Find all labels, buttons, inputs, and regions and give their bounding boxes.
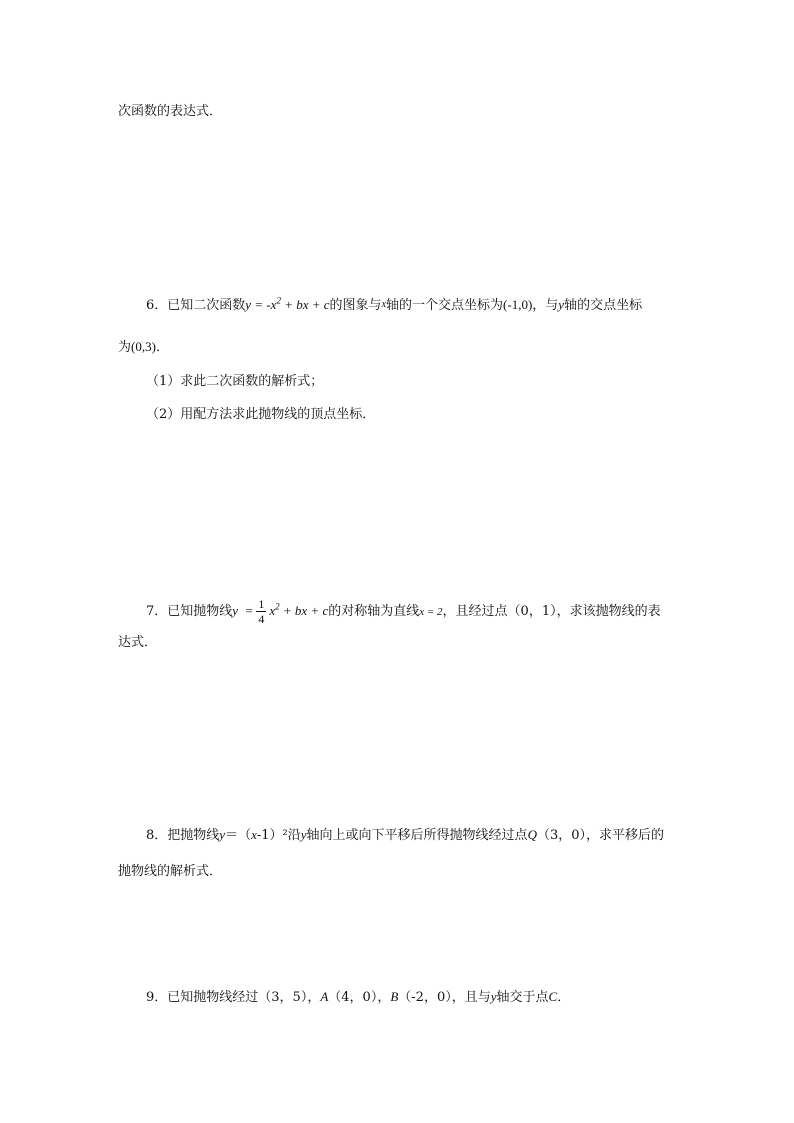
q7-frac-num: 1 <box>258 597 265 611</box>
q8-prefix: 把抛物线 <box>167 828 220 843</box>
q6-sub1-text: （1）求此二次函数的解析式； <box>146 374 324 389</box>
q7-prefix: 已知抛物线 <box>167 604 233 619</box>
q8-line2-text: 抛物线的解析式． <box>118 864 223 879</box>
q6-mid1: 的图象与 <box>329 298 382 313</box>
q7-line-1 <box>146 597 661 626</box>
q9-a: A <box>320 989 329 1004</box>
q8-number: 8． <box>146 828 168 843</box>
q6-y-axis: y <box>558 297 565 312</box>
q7-y-eq: y = <box>232 603 254 618</box>
q8-x-minus: -1）²沿 <box>256 828 301 843</box>
q6-point1: (-1,0) <box>503 297 533 312</box>
q6-line-1 <box>146 296 642 315</box>
q8-x-expr: x <box>251 827 257 842</box>
q6-mid4: 轴的交点坐标 <box>564 298 643 313</box>
q8-q: Q <box>527 827 537 842</box>
q8-eq: ＝（ <box>225 828 252 843</box>
q9-end: ． <box>557 990 571 1005</box>
q6-mid2: 轴的一个交点坐标为 <box>386 298 504 313</box>
q7-line-2 <box>118 634 157 652</box>
q6-point2: (0,3) <box>131 339 156 354</box>
q8-line-1 <box>146 826 664 845</box>
q6-sub2-text: （2）用配方法求此抛物线的顶点坐标． <box>146 407 376 422</box>
q9-a-coords: （4，0）， <box>328 990 391 1005</box>
intro-text: 次函数的表达式． <box>118 104 223 119</box>
q9-line-1 <box>146 988 570 1007</box>
q6-x-axis: x <box>381 299 387 310</box>
q6-line2-suffix: ． <box>155 340 169 355</box>
q7-rest: $x^2$ + bx + c <box>269 601 329 618</box>
q6-line-2 <box>118 338 169 357</box>
q7-line2-text: 达式． <box>118 635 158 650</box>
q6-number: 6． <box>146 298 168 313</box>
q8-mid: 轴向上或向下平移后所得抛物线经过点 <box>306 828 528 843</box>
q8-line-2 <box>118 863 222 881</box>
q7-mid1: 的对称轴为直线 <box>328 604 420 619</box>
q7-number: 7． <box>146 604 168 619</box>
q6-line2-prefix: 为 <box>118 340 132 355</box>
q6-sub2 <box>146 406 375 424</box>
q9-mid: 轴交于点 <box>496 990 549 1005</box>
q9-b: B <box>390 989 399 1004</box>
q7-mid2: ，且经过点（0，1），求该抛物线的表 <box>442 604 661 619</box>
q9-b-coords: （-2，0），且与 <box>398 990 491 1005</box>
q8-q-coords: （3，0），求平移后的 <box>536 828 664 843</box>
q9-prefix: 已知抛物线经过（3，5）， <box>167 990 321 1005</box>
intro-line <box>118 103 222 121</box>
q6-formula: $y = -x^2$ + bx + c <box>245 295 330 312</box>
q8-y: y <box>219 827 226 842</box>
q6-mid3: ，与 <box>532 298 559 313</box>
q9-c: C <box>548 989 558 1004</box>
q7-axis-eq: x = 2 <box>419 606 443 618</box>
q8-y-axis: y <box>300 827 307 842</box>
q7-fraction <box>256 597 266 626</box>
q9-number: 9． <box>146 990 168 1005</box>
q6-prefix: 已知二次函数 <box>167 298 246 313</box>
q9-y-axis: y <box>490 989 497 1004</box>
q6-sub1 <box>146 373 323 391</box>
q7-frac-den: 4 <box>258 612 265 626</box>
